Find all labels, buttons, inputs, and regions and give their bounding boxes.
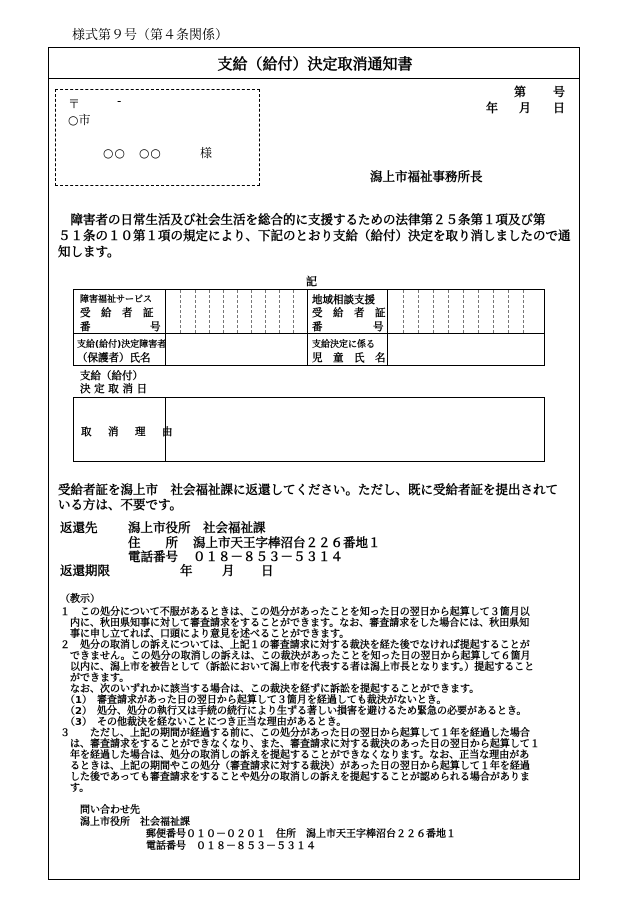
return-tel-label: 電話番号 (128, 549, 179, 564)
guardian-name-label: （保護者）氏名 (77, 352, 151, 364)
notice-line: できません。この処分の取消しの訴えは、この裁決があったことを知った日の翌日から起算して６箇月 (60, 651, 531, 662)
notice-title: （教示） (60, 594, 100, 605)
digit-divider (493, 290, 494, 333)
cancel-date-label-2: 決 定 取 消 日 (80, 383, 148, 395)
return-dest-value: 潟上市役所 社会福祉課 (128, 520, 266, 535)
digit-divider (448, 290, 449, 333)
reason-label: 取 消 理 由 (81, 426, 176, 438)
info-table-row-divider (73, 333, 545, 334)
document-title: 支給（給付）決定取消通知書 (217, 55, 413, 73)
notice-line: ができます。 (60, 673, 130, 684)
return-dest-label: 返還先 (60, 520, 98, 535)
child-name-label: 児 童 氏 名 (312, 352, 386, 364)
ki-label: 記 (306, 275, 317, 288)
address-city: ○市 (68, 113, 91, 127)
recipient-label: 支給(給付)決定障害者 (77, 340, 167, 350)
info-table-col-divider-3 (387, 289, 388, 366)
recipient-name: ○○ ○○ (103, 146, 162, 160)
digit-divider (293, 290, 294, 333)
recipient-honorific: 様 (200, 146, 213, 160)
notice-line: した後であっても審査請求をすることや処分の取消しの訴えを提起することが認められる場合がありま (60, 772, 530, 783)
digit-divider (463, 290, 464, 333)
digit-divider (478, 290, 479, 333)
service-cert-label: 受 給 者 証 (80, 307, 154, 319)
return-deadline-year: 年 (180, 563, 193, 578)
date-year: 年 (486, 101, 499, 115)
intro-line-3: 知します。 (58, 244, 120, 259)
return-addr-label: 住 所 (128, 535, 179, 550)
postal-mark: 〒 (68, 97, 81, 111)
notice-line: 年を経過した場合は、処分の取消しの訴えを提起することができなくなります。なお、正当な理由があ (60, 750, 530, 761)
return-notice-line-2: いる方は、不要です。 (58, 497, 183, 512)
return-notice-line-1: 受給者証を潟上市 社会福祉課に返還してください。ただし、既に受給者証を提出されて (58, 482, 559, 497)
return-deadline-month: 月 (222, 563, 235, 578)
notice-line: ２ 処分の取消しの訴えについては、上記１の審査請求に対する裁決を経た後でなければ提起することが (60, 640, 530, 651)
date-day: 日 (553, 101, 566, 115)
digit-divider (180, 290, 181, 333)
digit-divider (523, 290, 524, 333)
child-label: 支給決定に係る (312, 340, 376, 350)
info-table-col-divider-2 (307, 289, 308, 366)
community-number-label-b: 号 (373, 321, 384, 333)
sender-name: 潟上市福祉事務所長 (370, 169, 483, 184)
info-table-col-divider-1 (165, 289, 166, 366)
community-cert-label: 受 給 者 証 (312, 307, 386, 319)
return-addr-value: 潟上市天王字棒沼台２２６番地１ (193, 535, 381, 550)
community-label: 地域相談支援 (312, 294, 375, 306)
cancel-date-label: 支給（給付） (80, 370, 143, 382)
digit-divider (433, 290, 434, 333)
return-deadline-label: 返還期限 (60, 563, 111, 578)
notice-line: す。 (60, 783, 90, 794)
postal-dash: - (117, 94, 122, 108)
address-box (55, 89, 260, 186)
notice-line: 事に申し立てれば、口頭により意見を述べることができます。 (60, 629, 350, 640)
title-divider (49, 78, 579, 79)
notice-line: （2） 処分、処分の執行又は手続の続行により生ずる著しい損害を避けるため緊急の必要があるとき。 (60, 706, 527, 717)
digit-divider (209, 290, 210, 333)
digit-divider (265, 290, 266, 333)
contact-office: 潟上市役所 社会福祉課 (80, 817, 190, 828)
intro-line-1: 障害者の日常生活及び社会生活を総合的に支援するための法律第２５条第１項及び第 (58, 212, 546, 227)
digit-divider (195, 290, 196, 333)
service-label: 障害福祉サービス (80, 295, 153, 305)
notice-line: は、審査請求をすることができなくなり、また、審査請求に対する裁決のあった日の翌日から起算して１ (60, 739, 540, 750)
digit-divider (403, 290, 404, 333)
digit-divider (237, 290, 238, 333)
notice-line: （1） 審査請求があった日の翌日から起算して３箇月を経過しても裁決がないとき。 (60, 695, 447, 706)
form-number: 様式第９号（第４条関係） (72, 28, 229, 43)
digit-divider (418, 290, 419, 333)
community-number-label-a: 番 (312, 321, 323, 333)
contact-postal: 郵便番号０１０－０２０１ 住所 潟上市天王字棒沼台２２６番地１ (146, 829, 456, 840)
doc-number-suffix: 号 (553, 85, 566, 99)
digit-divider (223, 290, 224, 333)
return-deadline-day: 日 (261, 563, 274, 578)
notice-line: るときは、上記の期間やこの処分（審査請求に対する裁決）があった日の翌日から起算して１年を経過 (60, 761, 530, 772)
notice-line: 以内に、潟上市を被告として（訴訟において潟上市を代表する者は潟上市長となります。）提起すること (60, 662, 535, 673)
digit-divider (251, 290, 252, 333)
notice-line: １ この処分について不服があるときは、この処分があったことを知った日の翌日から起算して３箇月以 (60, 607, 530, 618)
service-number-label-a: 番 (80, 321, 91, 333)
return-tel-value: ０１８－８５３－５３１４ (193, 549, 344, 564)
digit-divider (279, 290, 280, 333)
date-month: 月 (519, 101, 532, 115)
doc-number-prefix: 第 (514, 85, 527, 99)
contact-heading: 問い合わせ先 (80, 805, 140, 816)
notice-line: ３ ただし、上記の期間が経過する前に、この処分があった日の翌日から起算して１年を経過した場合 (60, 728, 530, 739)
digit-divider (508, 290, 509, 333)
notice-line: （3） その他裁決を経ないことにつき正当な理由があるとき。 (60, 717, 347, 728)
intro-line-2: ５１条の１０第１項の規定により、下記のとおり支給（給付）決定を取り消しましたので通 (58, 228, 571, 243)
service-number-label-b: 号 (150, 321, 161, 333)
notice-line: なお、次のいずれかに該当する場合は、この裁決を経ずに訴訟を提起することができます。 (60, 684, 480, 695)
contact-tel: 電話番号 ０１８－８５３－５３１４ (146, 841, 316, 852)
notice-line: 内に、秋田県知事に対して審査請求をすることができます。なお、審査請求をした場合には、秋田県知 (60, 618, 530, 629)
